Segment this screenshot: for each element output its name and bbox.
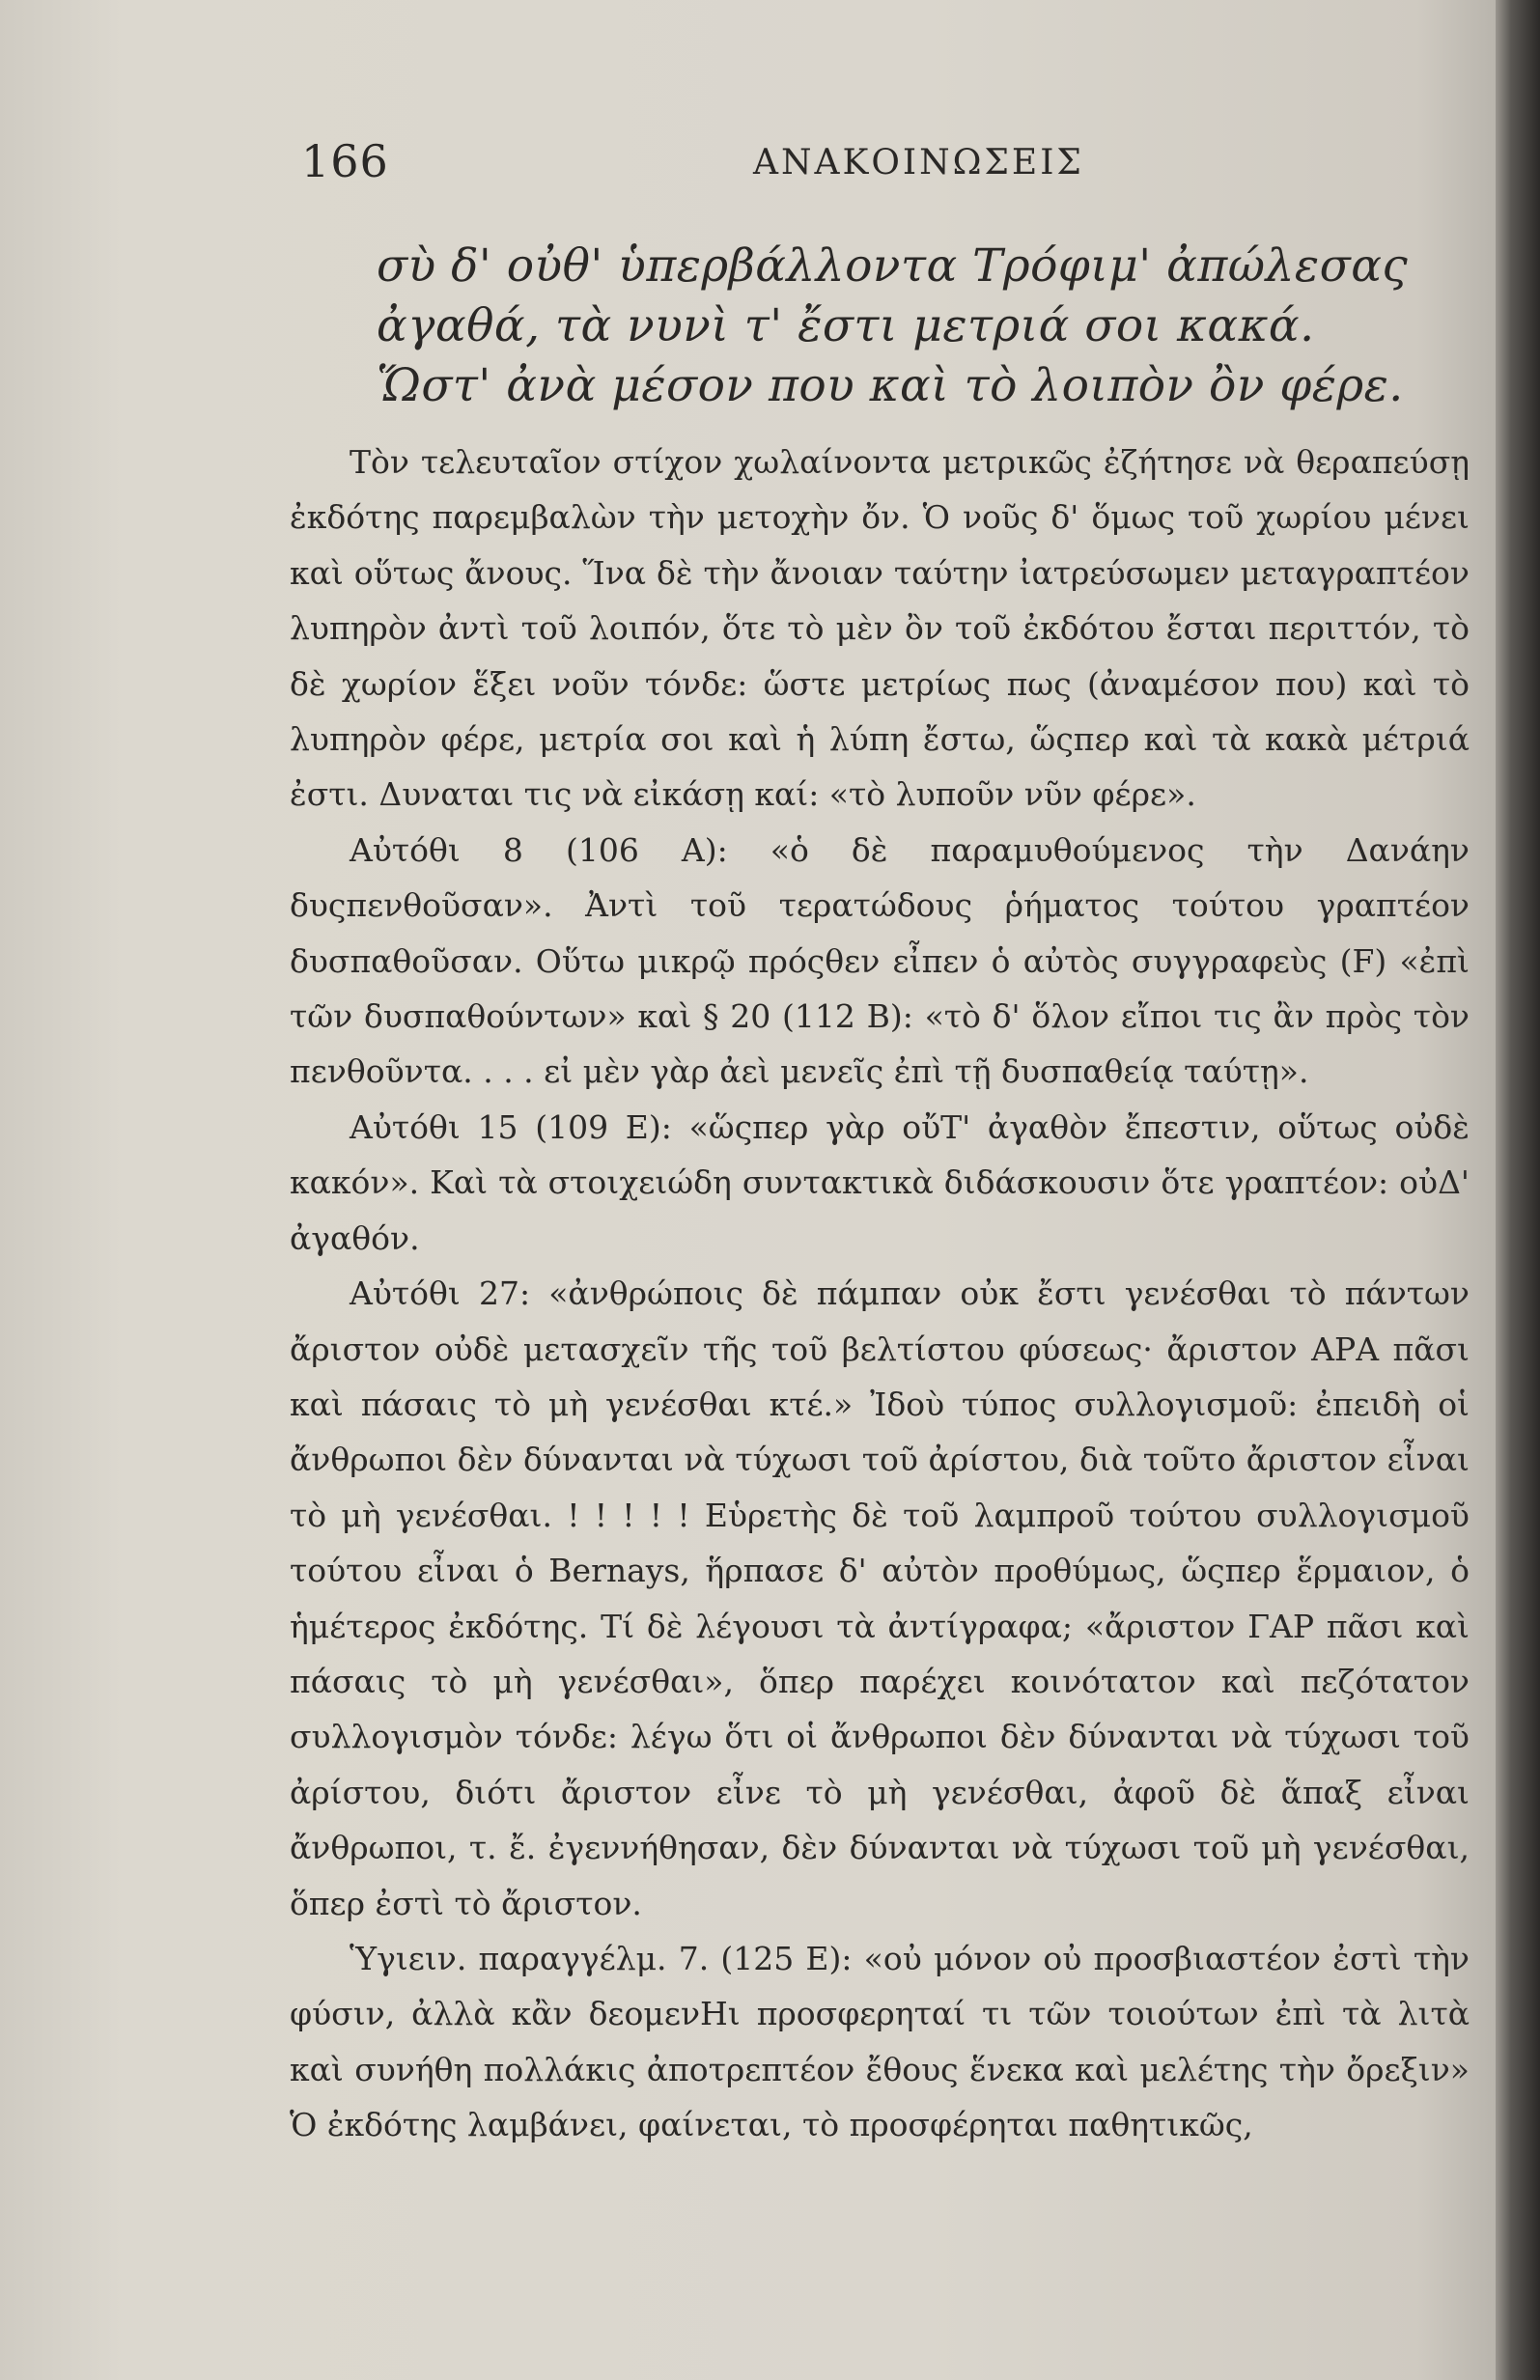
paragraph-3: Αὐτόθι 15 (109 E): «ὥςπερ γὰρ οὔΤ' ἀγαθὸν ἔπεστιν, οὕτως οὐδὲ κακόν». Καὶ τὰ στοιχειώδη συντακτικὰ διδάσκουσιν ὅτε γραπτέον: οὐΔ' ἀγαθόν.	[290, 1107, 1470, 1257]
paragraph-5: Ὑγιειν. παραγγέλμ. 7. (125 E): «οὐ μόνον οὐ προσβιαστέον ἐστὶ τὴν φύσιν, ἀλλὰ κἂν δεομενΗι προσφερηταί τι τῶν τοιούτων ἐπὶ τὰ λιτὰ καὶ συνήθη πολλάκις ἀποτρεπτέον ἔθους ἕνεκα καὶ μελέτης τὴν ὄρεξιν» Ὁ ἐκδότης λαμβάνει, φαίνεται, τὸ προσφέρηται παθητικῶς,	[290, 1939, 1470, 2144]
paragraph-4: Αὐτόθι 27: «ἀνθρώποις δὲ πάμπαν οὐκ ἔστι γενέσθαι τὸ πάντων ἄριστον οὐδὲ μετασχεῖν τῆς τοῦ βελτίστου φύσεως· ἄριστον ΑΡΑ πᾶσι καὶ πάσαις τὸ μὴ γενέσθαι κτέ.» Ἰδοὺ τύπος συλλογισμοῦ: ἐπειδὴ οἱ ἄνθρωποι δὲν δύνανται νὰ τύχωσι τοῦ ἀρίστου, διὰ τοῦτο ἄριστον εἶναι τὸ μὴ γενέσθαι. ! ! ! ! ! Εὑρετὴς δὲ τοῦ λαμπροῦ τούτου συλλογισμοῦ τούτου εἶναι ὁ Bernays, ἥρπασε δ' αὐτὸν προθύμως, ὥςπερ ἕρμαιον, ὁ ἡμέτερος ἐκδότης. Τί δὲ λέγουσι τὰ ἀντίγραφα; «ἄριστον ΓΑΡ πᾶσι καὶ πάσαις τὸ μὴ γενέσθαι», ὅπερ παρέχει κοινότατον καὶ πεζότατον συλλογισμὸν τόνδε: λέγω ὅτι οἱ ἄνθρωποι δὲν δύνανται νὰ τύχωσι τοῦ ἀρίστου, διότι ἄριστον εἶνε τὸ μὴ γενέσθαι, ἀφοῦ δὲ ἅπαξ εἶναι ἄνθρωποι, τ. ἔ. ἐγεννήθησαν, δὲν δύνανται νὰ τύχωσι τοῦ μὴ γενέσθαι, ὅπερ ἐστὶ τὸ ἄριστον.	[290, 1274, 1470, 1922]
paragraph-1: Τὸν τελευταῖον στίχον χωλαίνοντα μετρικῶς ἐζήτησε νὰ θεραπεύσῃ ἐκδότης παρεμβαλὼν τὴν μετοχὴν ὄν. Ὁ νοῦς δ' ὅμως τοῦ χωρίου μένει καὶ οὕτως ἄνους. Ἵνα δὲ τὴν ἄνοιαν ταύτην ἰατρεύσωμεν μεταγραπτέον λυπηρὸν ἀντὶ τοῦ λοιπόν, ὅτε τὸ μὲν ὂν τοῦ ἐκδότου ἔσται περιττόν, τὸ δὲ χωρίον ἕξει νοῦν τόνδε: ὥστε μετρίως πως (ἀναμέσον που) καὶ τὸ λυπηρὸν φέρε, μετρία σοι καὶ ἡ λύπη ἔστω, ὥςπερ καὶ τὰ κακὰ μέτριά ἐστι. Δυναται τις νὰ εἰκάσῃ καί: «τὸ λυποῦν νῦν φέρε».	[290, 443, 1470, 814]
verse-quotation	[377, 237, 1409, 416]
body-text	[290, 434, 1470, 2153]
verse-line-3: Ὥστ' ἀνὰ μέσον που καὶ τὸ λοιπὸν ὂν φέρε.	[377, 359, 1404, 412]
page-header	[290, 135, 1448, 193]
verse-line-2: ἀγαθά, τὰ νυνὶ τ' ἔστι μετριά σοι κακά.	[377, 299, 1315, 352]
page-number: 166	[301, 135, 389, 187]
running-head: ΑΝΑΚΟΙΝΩΣΕΙΣ	[753, 143, 1084, 182]
page-binding-edge	[1496, 0, 1540, 2380]
paragraph-2: Αὐτόθι 8 (106 A): «ὁ δὲ παραμυθούμενος τὴν Δανάην δυςπενθοῦσαν». Ἀντὶ τοῦ τερατώδους ῥήματος τούτου γραπτέον δυσπαθοῦσαν. Οὕτω μικρῷ πρόςθεν εἶπεν ὁ αὐτὸς συγγραφεὺς (F) «ἐπὶ τῶν δυσπαθούντων» καὶ § 20 (112 B): «τὸ δ' ὅλον εἴποι τις ἂν πρὸς τὸν πενθοῦντα. . . . εἰ μὲν γὰρ ἀεὶ μενεῖς ἐπὶ τῇ δυσπαθείᾳ ταύτῃ».	[290, 830, 1470, 1091]
verse-line-1: σὺ δ' οὐθ' ὑπερβάλλοντα Τρόφιμ' ἀπώλεσας	[377, 239, 1409, 293]
